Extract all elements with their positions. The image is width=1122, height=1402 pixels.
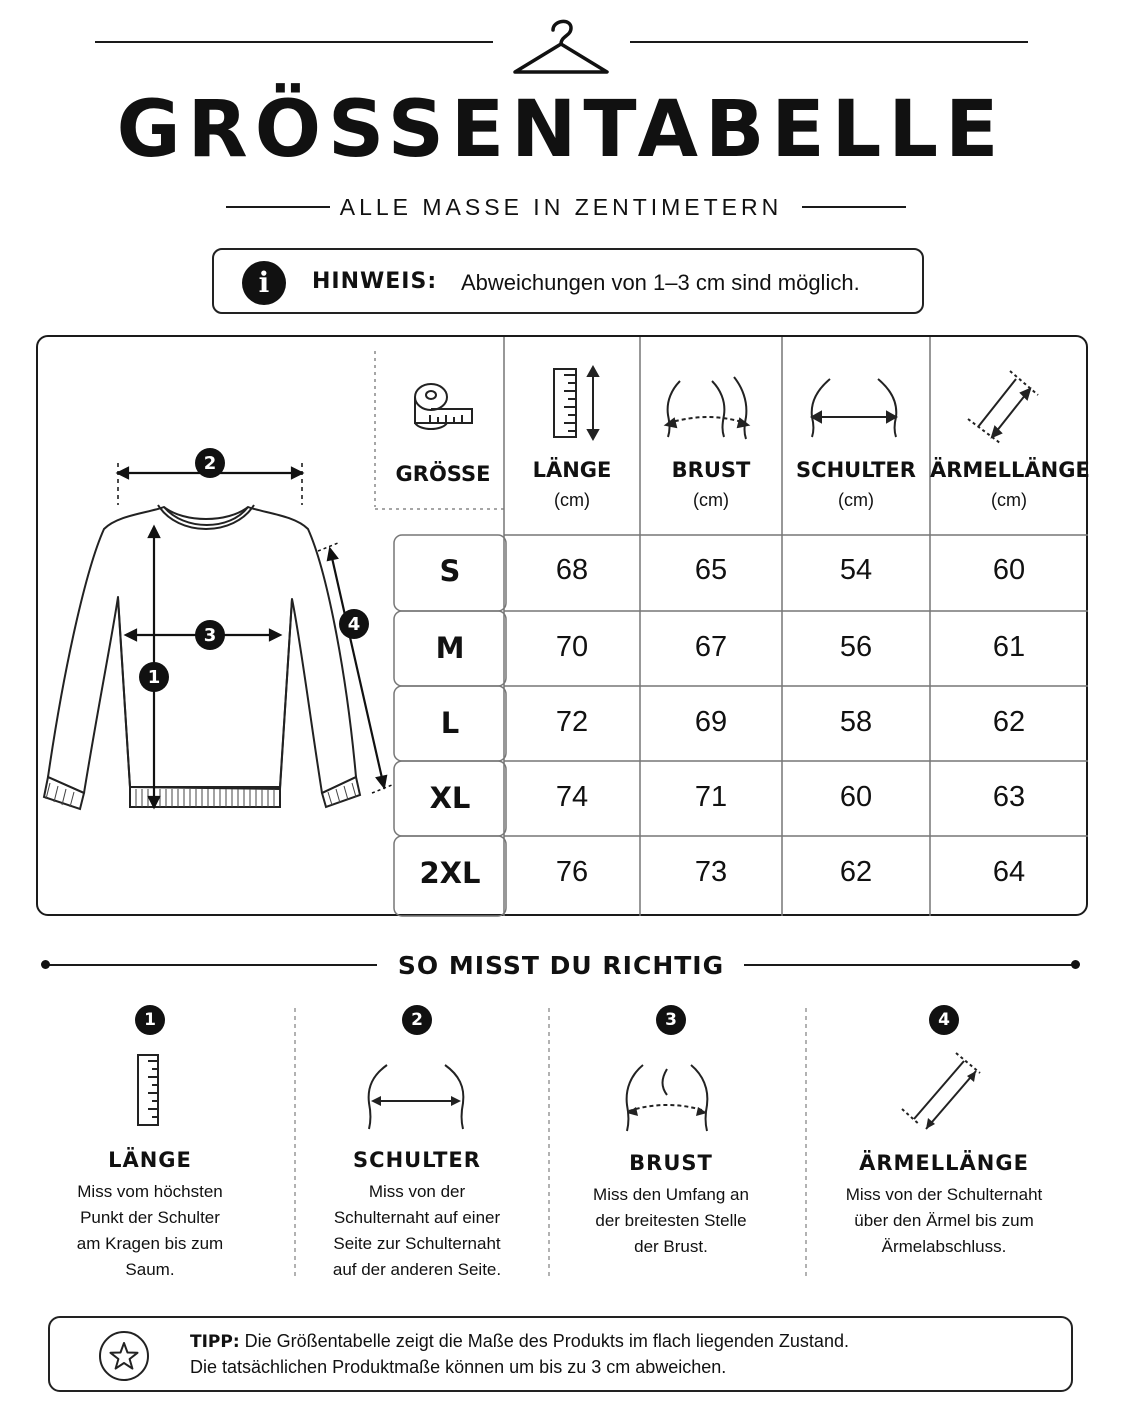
page-subtitle: ALLE MASSE IN ZENTIMETERN (339, 194, 783, 220)
table-cell: 67 (694, 631, 728, 663)
size-label-l: L (440, 706, 460, 740)
shoulder-icon (287, 1039, 547, 1133)
column-header-shoulder: SCHULTER (cm) (796, 458, 916, 510)
table-cell: 65 (694, 554, 728, 586)
note-box (212, 248, 924, 314)
page-title: GRÖSSENTABELLE (116, 85, 1006, 175)
size-label-2xl: 2XL (419, 856, 481, 890)
table-cell: 64 (992, 856, 1026, 888)
step-title: ÄRMELLÄNGE (859, 1151, 1029, 1175)
info-icon: i (242, 261, 286, 305)
step-description: Miss von der Schulternaht auf einer Seite zur Schulternaht auf der anderen Seite. (332, 1182, 502, 1279)
table-cell: 72 (555, 706, 589, 738)
table-cell: 70 (555, 631, 589, 663)
table-cell: 61 (992, 631, 1026, 663)
header-rule-left (95, 41, 493, 43)
howto-step-length (20, 1005, 280, 1283)
size-label-m: M (435, 631, 465, 665)
star-icon (98, 1330, 150, 1382)
howto-title: SO MISST DU RICHTIG (397, 951, 725, 980)
size-chart-panel (36, 335, 1088, 916)
ruler-icon (20, 1039, 280, 1133)
chest-icon (541, 1039, 801, 1133)
howto-step-chest (541, 1005, 801, 1260)
table-cell: 76 (555, 856, 589, 888)
table-cell: 62 (992, 706, 1026, 738)
howto-step-sleeve (814, 1005, 1074, 1260)
step-badge: 3 (656, 1005, 686, 1035)
table-cell: 56 (839, 631, 873, 663)
tip-label: TIPP: (190, 1332, 240, 1352)
step-description: Miss vom höchsten Punkt der Schulter am Kragen bis zum Saum. (76, 1182, 224, 1279)
table-cell: 74 (555, 781, 589, 813)
diagram-badge-1: 1 (147, 667, 161, 688)
sleeve-icon (968, 371, 1038, 443)
step-title: SCHULTER (353, 1148, 481, 1172)
table-cell: 54 (839, 554, 873, 586)
shoulder-icon (812, 379, 897, 437)
sleeve-icon (814, 1039, 1074, 1133)
column-header-size: GRÖSSE (395, 462, 491, 486)
step-description: Miss von der Schulternaht über den Ärmel bis zum Ärmelabschluss. (845, 1185, 1043, 1256)
step-description: Miss den Umfang an der breitesten Stelle der Brust. (593, 1185, 749, 1256)
table-cell: 60 (839, 781, 873, 813)
ruler-icon (554, 367, 598, 439)
size-label-s: S (439, 554, 461, 588)
size-label-xl: XL (429, 781, 471, 815)
step-title: BRUST (629, 1151, 713, 1175)
step-badge: 1 (135, 1005, 165, 1035)
table-cell: 68 (555, 554, 589, 586)
tip-box (48, 1316, 1073, 1392)
note-text: Abweichungen von 1–3 cm sind möglich. (461, 270, 860, 295)
note-label: HINWEIS: (312, 269, 438, 294)
header-rule-right (630, 41, 1028, 43)
column-header-chest: BRUST (cm) (671, 458, 751, 510)
table-cell: 69 (694, 706, 728, 738)
diagram-badge-4: 4 (347, 614, 361, 635)
diagram-badge-3: 3 (203, 625, 217, 646)
step-badge: 4 (929, 1005, 959, 1035)
table-cell: 71 (694, 781, 728, 813)
step-title: LÄNGE (108, 1148, 192, 1172)
step-badge: 2 (402, 1005, 432, 1035)
tip-text: TIPP: Die Größentabelle zeigt die Maße des Produkts im flach liegenden Zustand. Die tatsächlichen Produktmaße können um bis zu 3 cm abweichen. (190, 1331, 849, 1377)
hanger-icon (511, 14, 611, 76)
table-cell: 58 (839, 706, 873, 738)
sweater-diagram (44, 505, 360, 809)
table-cell: 62 (839, 856, 873, 888)
diagram-badge-2: 2 (203, 453, 217, 474)
table-cell: 63 (992, 781, 1026, 813)
size-chart-grid (38, 337, 1090, 918)
column-header-sleeve: ÄRMELLÄNGE (cm) (930, 458, 1090, 510)
table-cell: 73 (694, 856, 728, 888)
column-header-length: LÄNGE (cm) (532, 458, 612, 510)
howto-step-shoulder (287, 1005, 547, 1283)
chest-icon (666, 377, 748, 439)
table-cell: 60 (992, 554, 1026, 586)
measuring-tape-icon (415, 384, 472, 429)
